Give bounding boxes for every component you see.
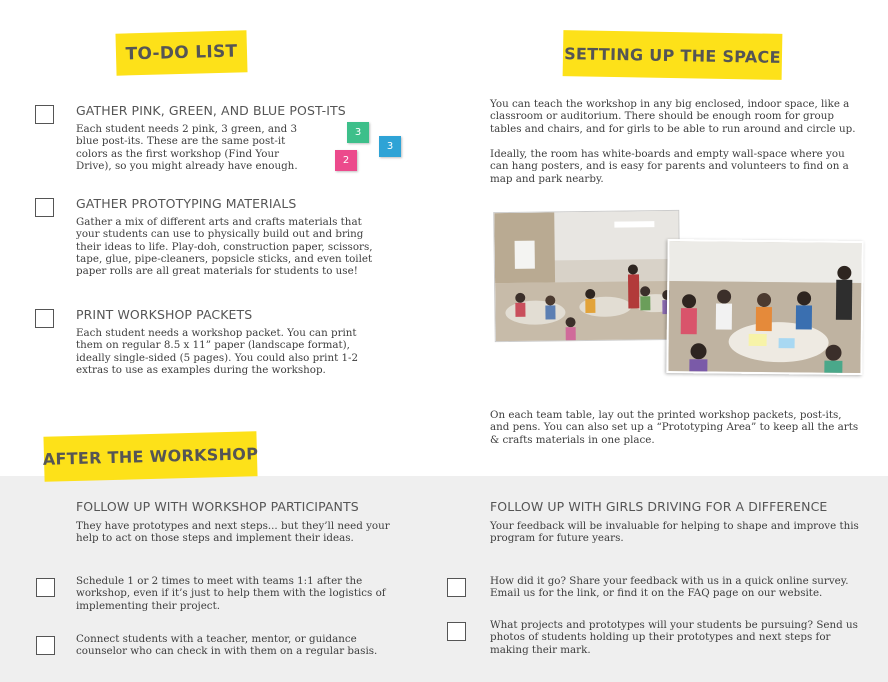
space-paragraph-2: Ideally, the room has white-boards and empty wall-space where you can hang posters, and is easy for parents and volunteers to find on a map and park nearby. <box>490 148 849 185</box>
item-title-packets: PRINT WORKSHOP PACKETS <box>76 307 253 322</box>
followup-participants-title: FOLLOW UP WITH WORKSHOP PARTICIPANTS <box>76 499 359 514</box>
postit-label: 3 <box>386 141 394 152</box>
classroom-photo-1 <box>493 210 681 342</box>
item-text-materials: Gather a mix of different arts and crafts materials that your students can use to physically build out and bring their ideas to life. Play-doh, construction paper, scissors, tape, glue, pipe-cleaners, popsicle sticks, and even toilet paper rolls are all great materials for students to use! <box>76 216 373 278</box>
after-banner: AFTER THE WORKSHOP <box>43 431 257 482</box>
item-text-postits: Each student needs 2 pink, 3 green, and 3 blue post-its. These are the same post-it colors as the first workshop (Find Your Drive), so you might already have enough. <box>76 123 298 172</box>
postit-label: 2 <box>342 155 350 166</box>
followup-participants-intro: They have prototypes and next steps... but they’ll need your help to act on those steps and implement their ideas. <box>76 520 390 545</box>
space-banner: SETTING UP THE SPACE <box>563 30 783 80</box>
classroom-photo-1-image <box>494 211 681 342</box>
space-paragraph-1: You can teach the workshop in any big enclosed, indoor space, like a classroom or auditorium. There should be enough room for group tables and chairs, and for girls to be able to run around and circle up. <box>490 98 856 135</box>
checkbox-photos[interactable] <box>447 622 466 641</box>
followup-item-photos: What projects and prototypes will your students be pursuing? Send us photos of students holding up their prototypes and next steps for making their mark. <box>490 619 858 656</box>
checkbox-schedule[interactable] <box>36 578 55 597</box>
todo-banner: TO-DO LIST <box>115 30 247 75</box>
postit-label: 3 <box>354 127 362 138</box>
checkbox-postits[interactable] <box>35 105 54 124</box>
item-title-materials: GATHER PROTOTYPING MATERIALS <box>76 196 297 211</box>
followup-item-feedback: How did it go? Share your feedback with us in a quick online survey. Email us for the link, or find it on the FAQ page on our website. <box>490 575 849 600</box>
followup-item-schedule: Schedule 1 or 2 times to meet with teams 1:1 after the workshop, even if it’s just to help them with the logistics of implementing their project. <box>76 575 386 612</box>
checkbox-materials[interactable] <box>35 198 54 217</box>
checkbox-packets[interactable] <box>35 309 54 328</box>
followup-gdfd-title: FOLLOW UP WITH GIRLS DRIVING FOR A DIFFERENCE <box>490 499 828 514</box>
followup-item-connect: Connect students with a teacher, mentor, or guidance counselor who can check in with them on a regular basis. <box>76 633 378 658</box>
space-paragraph-3: On each team table, lay out the printed workshop packets, post-its, and pens. You can also set up a “Prototyping Area” to keep all the arts & crafts materials in one place. <box>490 409 859 446</box>
checkbox-feedback[interactable] <box>447 578 466 597</box>
item-title-postits: GATHER PINK, GREEN, AND BLUE POST-ITS <box>76 103 346 118</box>
checkbox-connect[interactable] <box>36 636 55 655</box>
blue-postit-icon <box>379 136 401 157</box>
classroom-photo-2 <box>666 239 863 375</box>
followup-gdfd-intro: Your feedback will be invaluable for helping to shape and improve this program for future years. <box>490 520 859 545</box>
pink-postit-icon <box>335 150 357 171</box>
green-postit-icon <box>347 122 369 143</box>
classroom-photo-2-image <box>668 241 863 375</box>
item-text-packets: Each student needs a workshop packet. You can print them on regular 8.5 x 11” paper (landscape format), ideally single-sided (5 pages). You could also print 1-2 extras to use as examples during the workshop. <box>76 327 359 376</box>
